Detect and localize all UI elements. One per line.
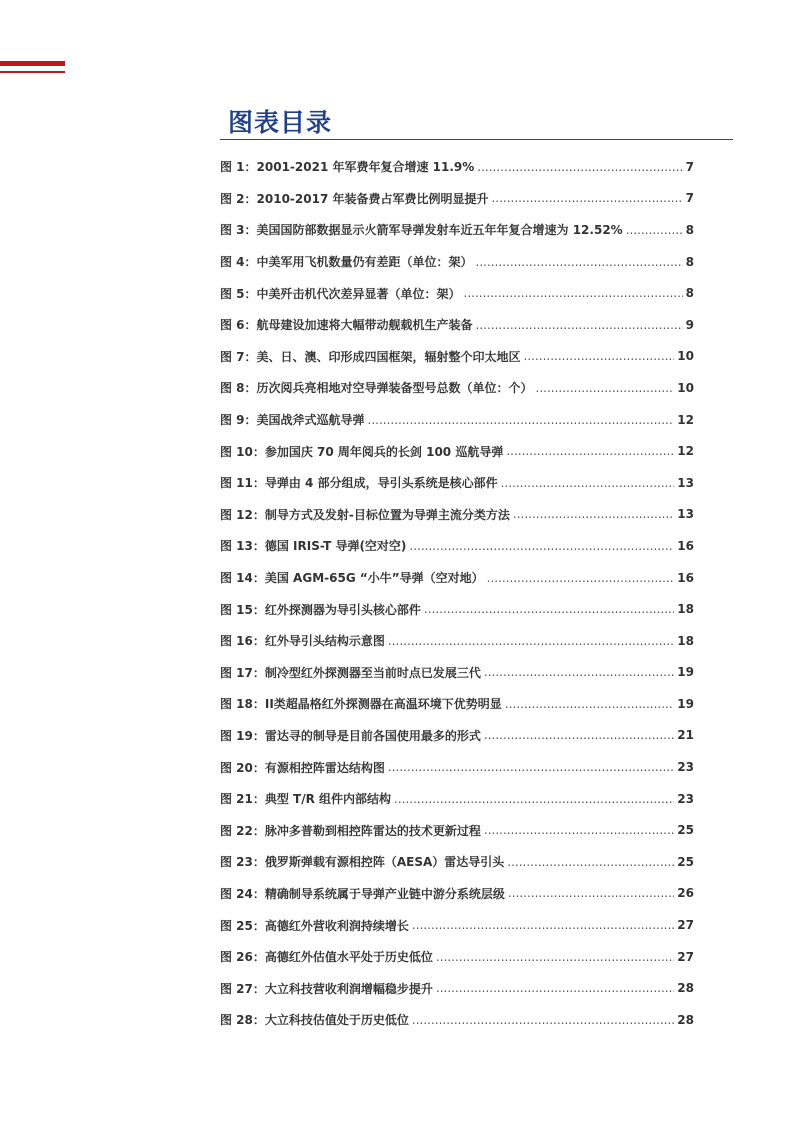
toc-entry[interactable] — [220, 404, 694, 436]
toc-entry[interactable] — [220, 814, 694, 846]
toc-dot-leader — [505, 697, 674, 711]
toc-entry-page: 25 — [677, 823, 694, 838]
toc-dot-leader — [476, 255, 683, 269]
toc-entry-page: 7 — [685, 191, 694, 206]
toc-entry[interactable] — [220, 625, 694, 657]
toc-entry-label: 图 26：高德红外估值水平处于历史低位 — [220, 950, 433, 965]
toc-entry[interactable] — [220, 499, 694, 531]
toc-dot-leader — [436, 950, 674, 964]
toc-entry-page: 10 — [677, 349, 694, 364]
toc-entry-label: 图 4：中美军用飞机数量仍有差距（单位：架） — [220, 255, 473, 270]
toc-dot-leader — [368, 413, 675, 427]
toc-entry-label: 图 14：美国 AGM-65G “小牛”导弹（空对地） — [220, 571, 484, 586]
toc-dot-leader — [477, 160, 682, 174]
toc-entry-label: 图 16：红外导引头结构示意图 — [220, 634, 385, 649]
toc-entry-page: 12 — [677, 444, 694, 459]
toc-entry-label: 图 27：大立科技营收利润增幅稳步提升 — [220, 981, 433, 996]
toc-entry[interactable] — [220, 183, 694, 215]
toc-dot-leader — [412, 1013, 674, 1027]
toc-entry[interactable] — [220, 246, 694, 278]
toc-entry[interactable] — [220, 214, 694, 246]
toc-entry-label: 图 22：脉冲多普勒到相控阵雷达的技术更新过程 — [220, 823, 481, 838]
toc-dot-leader — [476, 318, 683, 332]
header-accent-bar — [0, 61, 65, 66]
toc-entry[interactable] — [220, 435, 694, 467]
toc-entry[interactable] — [220, 657, 694, 689]
toc-dot-leader — [388, 634, 674, 648]
toc-entry-label: 图 8：历次阅兵亮相地对空导弹装备型号总数（单位：个） — [220, 381, 533, 396]
toc-dot-leader — [409, 539, 674, 553]
page-title: 图表目录 — [228, 108, 333, 137]
toc-entry-label: 图 13：德国 IRIS-T 导弹(空对空) — [220, 539, 407, 554]
toc-entry-label: 图 10：参加国庆 70 周年阅兵的长剑 100 巡航导弹 — [220, 444, 504, 459]
toc-entry-page: 21 — [677, 728, 694, 743]
toc-entry-label: 图 12：制导方式及发射-目标位置为导弹主流分类方法 — [220, 507, 510, 522]
toc-entry-page: 25 — [677, 854, 694, 869]
toc-entry-label: 图 28：大立科技估值处于历史低位 — [220, 1013, 409, 1028]
toc-entry-page: 27 — [677, 918, 694, 933]
toc-entry-page: 8 — [685, 222, 694, 237]
toc-entry[interactable] — [220, 720, 694, 752]
toc-entry[interactable] — [220, 783, 694, 815]
toc-entry[interactable] — [220, 467, 694, 499]
toc-entry-page: 16 — [677, 570, 694, 585]
toc-entry[interactable] — [220, 941, 694, 973]
toc-dot-leader — [487, 571, 675, 585]
toc-entry-page: 28 — [677, 981, 694, 996]
toc-entry-label: 图 18：II类超晶格红外探测器在高温环境下优势明显 — [220, 697, 502, 712]
toc-dot-leader — [484, 728, 674, 742]
toc-entry-page: 13 — [677, 507, 694, 522]
toc-dot-leader — [524, 349, 675, 363]
toc-entry[interactable] — [220, 593, 694, 625]
toc-entry-page: 9 — [685, 317, 694, 332]
toc-entry-page: 18 — [677, 633, 694, 648]
toc-entry-page: 23 — [677, 760, 694, 775]
toc-entry-page: 13 — [677, 475, 694, 490]
toc-entry-label: 图 11：导弹由 4 部分组成，导引头系统是核心部件 — [220, 476, 498, 491]
toc-entry[interactable] — [220, 972, 694, 1004]
toc-dot-leader — [464, 286, 683, 300]
toc-entry-label: 图 2：2010-2017 年装备费占军费比例明显提升 — [220, 191, 489, 206]
toc-entry-page: 16 — [677, 538, 694, 553]
toc-entry-label: 图 24：精确制导系统属于导弹产业链中游分系统层级 — [220, 886, 505, 901]
toc-entry[interactable] — [220, 309, 694, 341]
toc-dot-leader — [506, 444, 674, 458]
toc-dot-leader — [484, 665, 674, 679]
toc-entry-page: 8 — [685, 286, 694, 301]
header-accent-bar-thin — [0, 71, 65, 73]
toc-entry-page: 19 — [677, 696, 694, 711]
toc-dot-leader — [436, 981, 674, 995]
toc-entry-page: 7 — [685, 159, 694, 174]
toc-dot-leader — [484, 823, 674, 837]
toc-entry-label: 图 23：俄罗斯弹载有源相控阵（AESA）雷达导引头 — [220, 855, 505, 870]
toc-entry[interactable] — [220, 372, 694, 404]
toc-entry[interactable] — [220, 277, 694, 309]
toc-entry-page: 27 — [677, 949, 694, 964]
toc-dot-leader — [394, 792, 674, 806]
toc-entry[interactable] — [220, 530, 694, 562]
toc-dot-leader — [424, 602, 674, 616]
table-of-figures — [220, 151, 694, 1036]
toc-dot-leader — [626, 223, 683, 237]
toc-entry-label: 图 6：航母建设加速将大幅带动舰载机生产装备 — [220, 318, 473, 333]
toc-entry-label: 图 20：有源相控阵雷达结构图 — [220, 760, 385, 775]
toc-entry-label: 图 21：典型 T/R 组件内部结构 — [220, 792, 392, 807]
toc-entry[interactable] — [220, 151, 694, 183]
toc-dot-leader — [513, 507, 674, 521]
toc-entry-label: 图 5：中美歼击机代次差异显著（单位：架） — [220, 286, 461, 301]
toc-entry-label: 图 17：制冷型红外探测器至当前时点已发展三代 — [220, 665, 481, 680]
toc-entry[interactable] — [220, 562, 694, 594]
toc-entry[interactable] — [220, 688, 694, 720]
toc-dot-leader — [491, 191, 682, 205]
toc-entry-page: 19 — [677, 665, 694, 680]
toc-entry[interactable] — [220, 909, 694, 941]
toc-entry-label: 图 15：红外探测器为导引头核心部件 — [220, 602, 421, 617]
toc-dot-leader — [508, 886, 674, 900]
toc-dot-leader — [501, 476, 675, 490]
toc-dot-leader — [507, 855, 674, 869]
toc-entry-page: 18 — [677, 602, 694, 617]
toc-dot-leader — [388, 760, 674, 774]
toc-entry[interactable] — [220, 846, 694, 878]
toc-entry-page: 26 — [677, 886, 694, 901]
toc-entry-label: 图 19：雷达寻的制导是目前各国使用最多的形式 — [220, 728, 481, 743]
toc-entry[interactable] — [220, 341, 694, 373]
toc-entry-page: 8 — [685, 254, 694, 269]
toc-entry-label: 图 1：2001-2021 年军费年复合增速 11.9% — [220, 160, 475, 175]
toc-entry-label: 图 7：美、日、澳、印形成四国框架，辐射整个印太地区 — [220, 349, 521, 364]
toc-entry[interactable] — [220, 1004, 694, 1036]
toc-entry-label: 图 9：美国战斧式巡航导弹 — [220, 413, 365, 428]
toc-entry-page: 28 — [677, 1012, 694, 1027]
toc-entry-label: 图 3：美国国防部数据显示火箭军导弹发射车近五年年复合增速为 12.52% — [220, 223, 623, 238]
toc-entry-page: 10 — [677, 380, 694, 395]
toc-dot-leader — [536, 381, 675, 395]
toc-entry[interactable] — [220, 751, 694, 783]
title-divider — [220, 139, 733, 140]
toc-dot-leader — [412, 918, 674, 932]
toc-entry-page: 23 — [677, 791, 694, 806]
toc-entry-page: 12 — [677, 412, 694, 427]
toc-entry-label: 图 25：高德红外营收利润持续增长 — [220, 918, 409, 933]
toc-entry[interactable] — [220, 878, 694, 910]
